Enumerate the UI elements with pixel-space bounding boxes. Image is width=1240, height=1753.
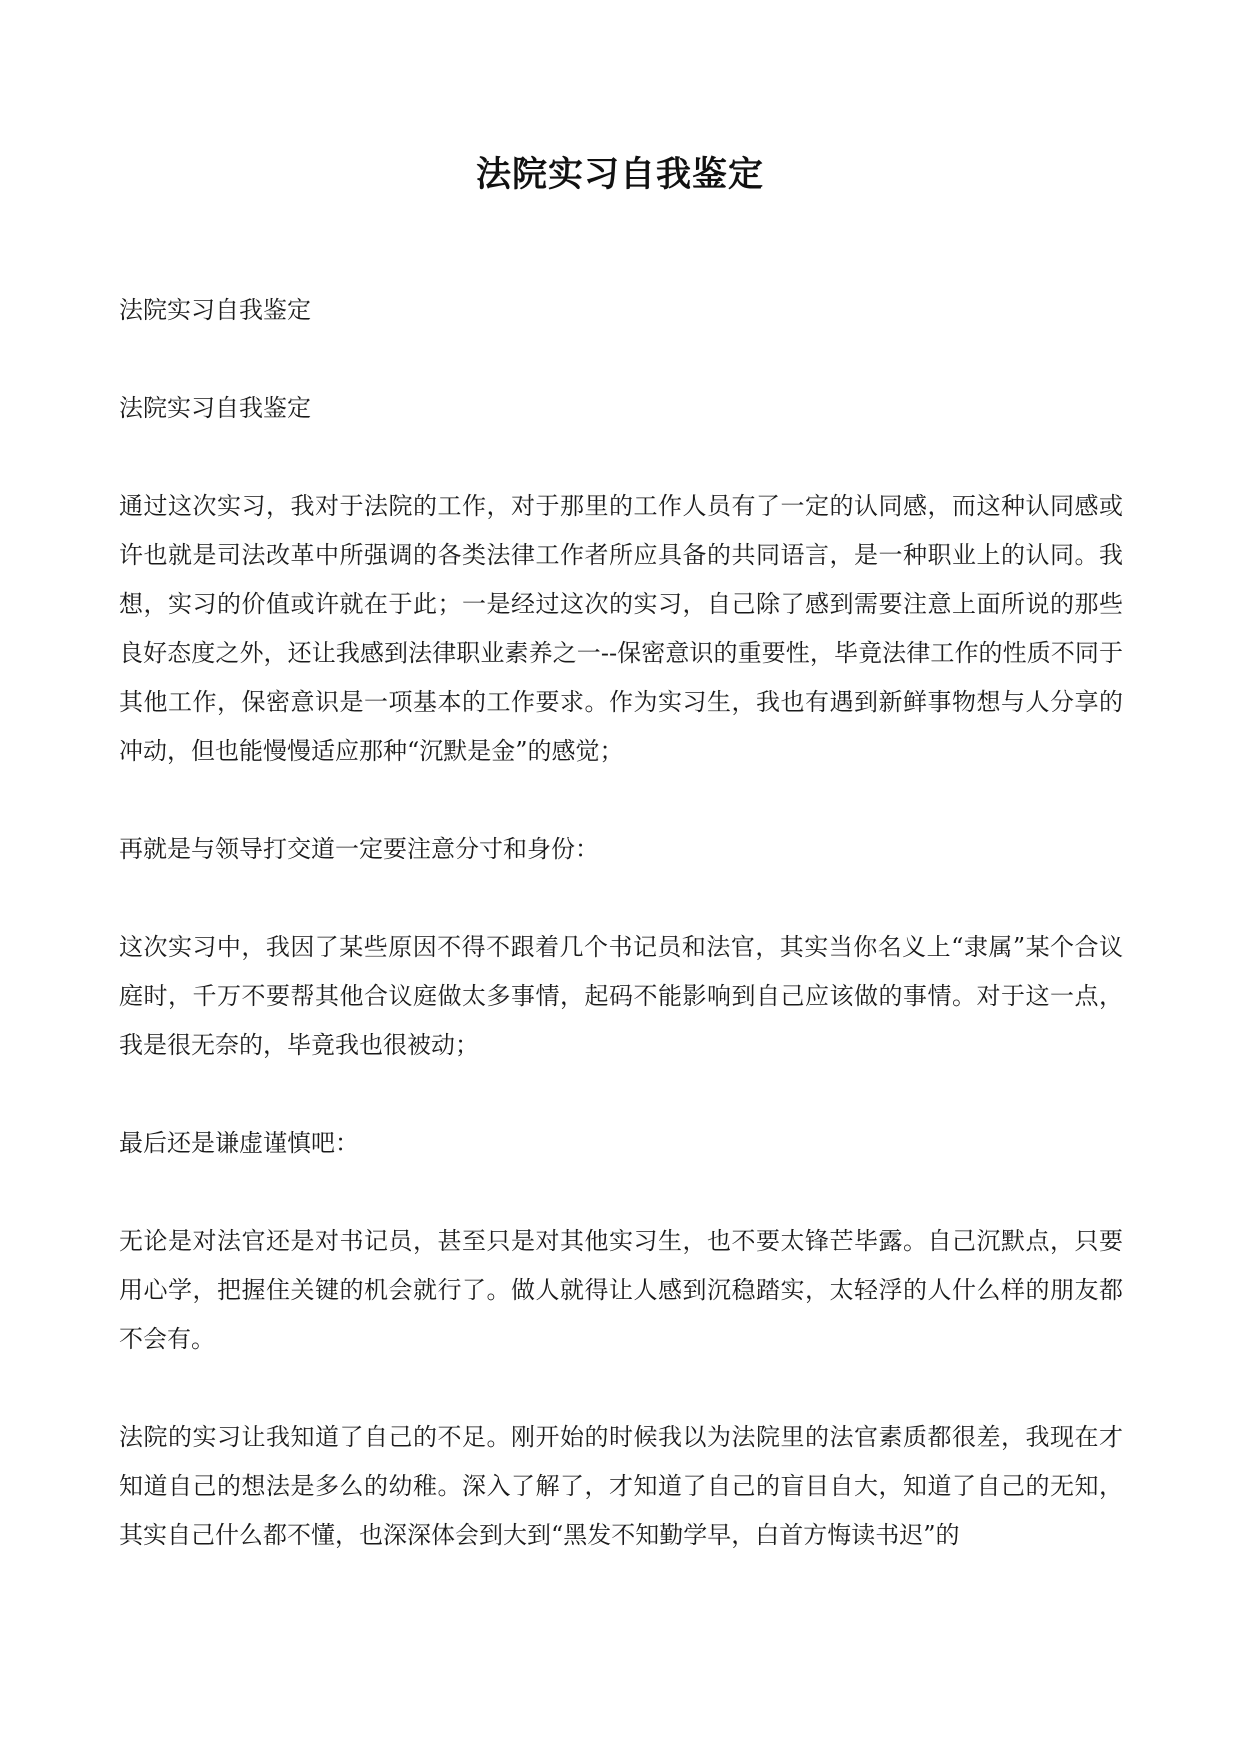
paragraph-heading-1: 法院实习自我鉴定 (119, 296, 311, 324)
paragraph-gap (119, 874, 1123, 923)
paragraph-body: 最后还是谦虚谨慎吧： (119, 1129, 359, 1157)
paragraph-body: 再就是与领导打交道一定要注意分寸和身份： (119, 835, 599, 863)
document-title: 法院实习自我鉴定 (475, 154, 764, 195)
paragraph-gap (119, 1364, 1123, 1413)
paragraph-body: 通过这次实习，我对于法院的工作，对于那里的工作人员有了一定的认同感，而这种认同感或许也就是司法改革中所强调的各类法律工作者所应具备的共同语言，是一种职业上的认同。我想，实习的价值或许就在于此；一是经过这次的实习，自己除了感到需要注意上面所说的那些良好态度之外，还让我感到法律职业素养之一--保密意识的重要性，毕竟法律工作的性质不同于其他工作，保密意识是一项基本的工作要求。作为实习生，我也有遇到新鲜事物想与人分享的冲动，但也能慢慢适应那种“沉默是金”的感觉； (119, 492, 1123, 765)
paragraph-gap (119, 1070, 1123, 1119)
paragraph-body: 法院的实习让我知道了自己的不足。刚开始的时候我以为法院里的法官素质都很差，我现在才知道自己的想法是多么的幼稚。深入了解了，才知道了自己的盲目自大，知道了自己的无知，其实自己什么都不懂，也深深体会到大到“黑发不知勤学早，白首方悔读书迟”的 (119, 1423, 1123, 1549)
document-body (119, 286, 1123, 1560)
paragraph-gap (119, 1168, 1123, 1217)
paragraph-body: 这次实习中，我因了某些原因不得不跟着几个书记员和法官，其实当你名义上“隶属”某个合议庭时，千万不要帮其他合议庭做太多事情，起码不能影响到自己应该做的事情。对于这一点，我是很无奈的，毕竟我也很被动； (119, 933, 1123, 1059)
paragraph-gap (119, 776, 1123, 825)
paragraph-body: 无论是对法官还是对书记员，甚至只是对其他实习生，也不要太锋芒毕露。自己沉默点，只要用心学，把握住关键的机会就行了。做人就得让人感到沉稳踏实，太轻浮的人什么样的朋友都不会有。 (119, 1227, 1123, 1353)
paragraph-gap (119, 335, 1123, 384)
paragraph-gap (119, 433, 1123, 482)
paragraph-heading-2: 法院实习自我鉴定 (119, 394, 311, 422)
